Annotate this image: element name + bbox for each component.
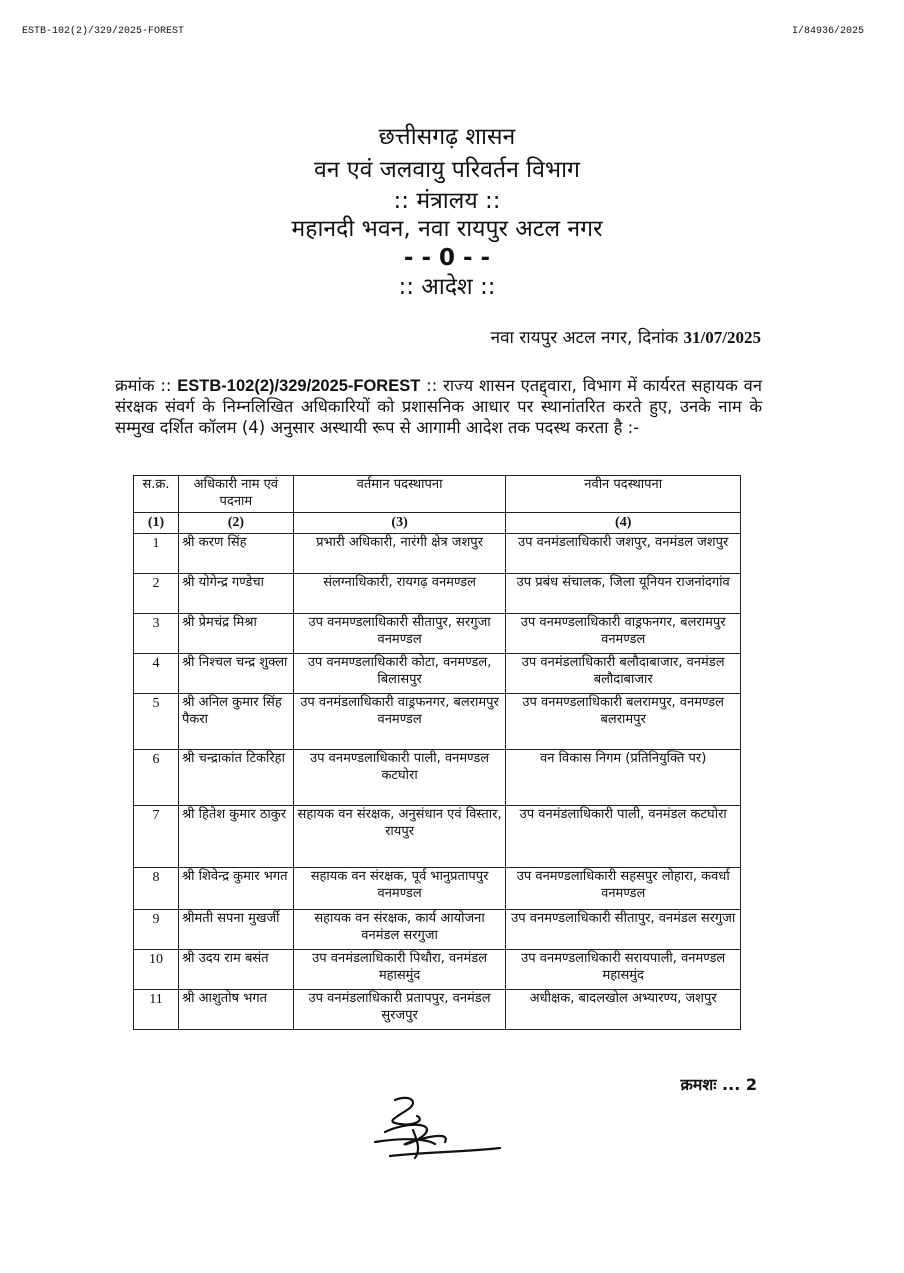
serial-number: 10 (134, 949, 179, 989)
new-posting: उप प्रबंध संचालक, जिला यूनियन राजनांदगांव (506, 573, 741, 613)
signature-icon (355, 1092, 505, 1167)
table-row (134, 805, 741, 867)
header-department: वन एवं जलवायु परिवर्तन विभाग (314, 157, 580, 183)
header-officer: अधिकारी नाम एवं पदनाम (178, 476, 293, 513)
officer-name: श्री अनिल कुमार सिंह पैकरा (178, 693, 293, 749)
new-posting: उप वनमण्डलाधिकारी सहसपुर लोहारा, कवर्धा वनमण्डल (506, 867, 741, 909)
current-posting: उप वनमंडलाधिकारी पिथौरा, वनमंडल महासमुंद (293, 949, 506, 989)
col-number: (3) (293, 512, 506, 533)
col-number: (1) (134, 512, 179, 533)
current-posting: उप वनमण्डलाधिकारी पाली, वनमण्डल कटघोरा (293, 749, 506, 805)
serial-number: 8 (134, 867, 179, 909)
officer-name: श्री हितेश कुमार ठाकुर (178, 805, 293, 867)
new-posting: उप वनमंडलाधिकारी बलौदाबाजार, वनमंडल बलौदाबाजार (506, 653, 741, 693)
serial-number: 11 (134, 989, 179, 1029)
file-reference-right: I/84936/2025 (791, 26, 864, 37)
new-posting: उप वनमंडलाधिकारी जशपुर, वनमंडल जशपुर (506, 533, 741, 573)
serial-number: 4 (134, 653, 179, 693)
serial-number: 2 (134, 573, 179, 613)
table-row (134, 653, 741, 693)
current-posting: सहायक वन संरक्षक, पूर्व भानुप्रतापपुर वनमण्डल (293, 867, 506, 909)
serial-number: 1 (134, 533, 179, 573)
header-separator: - - 0 - - (403, 245, 491, 271)
current-posting: प्रभारी अधिकारी, नारंगी क्षेत्र जशपुर (293, 533, 506, 573)
table-row (134, 613, 741, 653)
table-row (134, 989, 741, 1029)
order-number-label: क्रमांक :: (115, 376, 178, 395)
header-current-posting: वर्तमान पदस्थापना (293, 476, 506, 513)
table-row (134, 749, 741, 805)
order-text: :: राज्य शासन एतद्द्वारा, विभाग में कार्यरत सहायक वन संरक्षक संवर्ग के निम्नलिखित अधिकारियों को प्रशासनिक आधार पर स्थानांतरित करते हुए, उनके नाम के सम्मुख दर्शित कॉलम (4) अनुसार अस्थायी रूप से आगामी आदेश तक पदस्थ करता है :- (115, 376, 763, 437)
new-posting: उप वनमण्डलाधिकारी बलरामपुर, वनमण्डल बलरामपुर (506, 693, 741, 749)
officer-name: श्री निश्चल चन्द्र शुक्ला (178, 653, 293, 693)
order-number: ESTB-102(2)/329/2025-FOREST (177, 377, 421, 395)
new-posting: अधीक्षक, बादलखोल अभ्यारण्य, जशपुर (506, 989, 741, 1029)
date-line (491, 325, 761, 348)
table-row (134, 573, 741, 613)
header-ministry: :: मंत्रालय :: (393, 188, 501, 214)
table-row (134, 909, 741, 949)
new-posting: उप वनमण्डलाधिकारी सीतापुर, वनमंडल सरगुजा (506, 909, 741, 949)
current-posting: संलग्नाधिकारी, रायगढ़ वनमण्डल (293, 573, 506, 613)
col-number: (2) (178, 512, 293, 533)
table-row (134, 867, 741, 909)
officer-name: श्री प्रेमचंद्र मिश्रा (178, 613, 293, 653)
header-place: महानदी भवन, नवा रायपुर अटल नगर (291, 216, 603, 242)
table-row (134, 949, 741, 989)
header-serial: स.क्र. (134, 476, 179, 513)
current-posting: उप वनमण्डलाधिकारी कोटा, वनमण्डल, बिलासपुर (293, 653, 506, 693)
officer-name: श्री आशुतोष भगत (178, 989, 293, 1029)
table-row (134, 693, 741, 749)
current-posting: उप वनमंडलाधिकारी प्रतापपुर, वनमंडल सुरजपुर (293, 989, 506, 1029)
column-number-row (134, 512, 741, 533)
table-row (134, 533, 741, 573)
header-order-title: :: आदेश :: (398, 274, 496, 300)
order-date: 31/07/2025 (683, 328, 761, 347)
transfer-table (133, 475, 741, 1030)
serial-number: 3 (134, 613, 179, 653)
serial-number: 6 (134, 749, 179, 805)
current-posting: उप वनमंडलाधिकारी वाड्रफनगर, बलरामपुर वनमण्डल (293, 693, 506, 749)
current-posting: सहायक वन संरक्षक, अनुसंधान एवं विस्तार, रायपुर (293, 805, 506, 867)
officer-name: श्री करण सिंह (178, 533, 293, 573)
current-posting: सहायक वन संरक्षक, कार्य आयोजना वनमंडल सरगुजा (293, 909, 506, 949)
header-new-posting: नवीन पदस्थापना (506, 476, 741, 513)
officer-name: श्री शिवेन्द्र कुमार भगत (178, 867, 293, 909)
officer-name: श्री उदय राम बसंत (178, 949, 293, 989)
new-posting: उप वनमंडलाधिकारी पाली, वनमंडल कटघोरा (506, 805, 741, 867)
new-posting: उप वनमण्डलाधिकारी वाड्रफनगर, बलरामपुर वनमण्डल (506, 613, 741, 653)
serial-number: 9 (134, 909, 179, 949)
current-posting: उप वनमण्डलाधिकारी सीतापुर, सरगुजा वनमण्डल (293, 613, 506, 653)
new-posting: वन विकास निगम (प्रतिनियुक्ति पर) (506, 749, 741, 805)
serial-number: 5 (134, 693, 179, 749)
new-posting: उप वनमण्डलाधिकारी सरायपाली, वनमण्डल महासमुंद (506, 949, 741, 989)
col-number: (4) (506, 512, 741, 533)
officer-name: श्रीमती सपना मुखर्जी (178, 909, 293, 949)
officer-name: श्री योगेन्द्र गण्डेचा (178, 573, 293, 613)
officer-name: श्री चन्द्राकांत टिकरिहा (178, 749, 293, 805)
order-paragraph (115, 376, 762, 439)
continuation-note: क्रमशः ... 2 (680, 1075, 757, 1094)
file-reference-left: ESTB-102(2)/329/2025-FOREST (22, 26, 185, 37)
table-header-row (134, 476, 741, 513)
serial-number: 7 (134, 805, 179, 867)
date-line-prefix: नवा रायपुर अटल नगर, दिनांक (490, 328, 684, 348)
header-state: छत्तीसगढ़ शासन (378, 124, 516, 150)
